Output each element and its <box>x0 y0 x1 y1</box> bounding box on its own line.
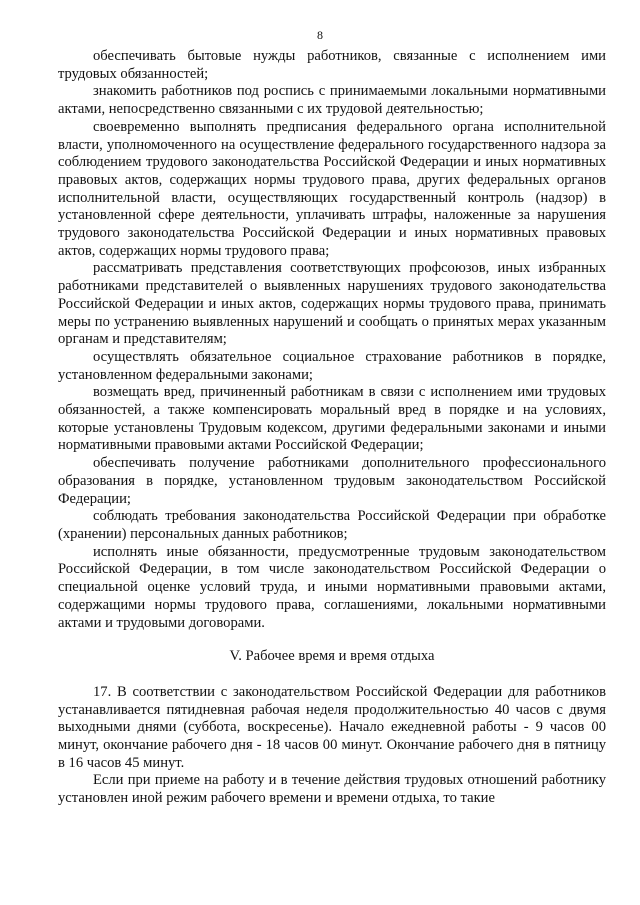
paragraph: осуществлять обязательное социальное страхование работников в порядке, установленном федеральными законами; <box>58 348 606 383</box>
paragraph: соблюдать требования законодательства Российской Федерации при обработке (хранении) персональных данных работников; <box>58 508 606 542</box>
paragraph: знакомить работников под роспись с принимаемыми локальными нормативными актами, непосредственно связанными с их трудовой деятельностью; <box>58 83 606 118</box>
paragraph: рассматривать представления соответствующих профсоюзов, иных избранных работниками представителей о выявленных нарушениях трудового законодательства Российской Федерации и иных актов, содержащих нормы трудового права, принимать меры по устранению выявленных нарушений и сообщать о принятых мерах указанным органам и представителям; <box>58 260 606 348</box>
section-heading: V. Рабочее время и время отдыха <box>229 648 435 665</box>
paragraph: обеспечивать бытовые нужды работников, связанные с исполнением ими трудовых обязанностей; <box>58 48 606 82</box>
page-number: 8 <box>317 28 323 42</box>
paragraph: 17. В соответствии с законодательством Российской Федерации для работников устанавливается пятидневная рабочая неделя продолжительностью 40 часов с двумя выходными днями (суббота, воскресенье). Начало ежедневной работы - 9 часов 00 минут, окончание рабочего дня - 18 часов 00 минут. Окончание рабочего дня в пятницу в 16 часов 45 минут. <box>58 683 606 771</box>
paragraph: исполнять иные обязанности, предусмотренные трудовым законодательством Российской Федерации, в том числе законодательством Российской Федерации о специальной оценке условий труда, и иными нормативными правовыми актами, содержащими нормы трудового права, соглашениями, локальными нормативными актами и трудовыми договорами. <box>58 543 606 631</box>
paragraph: возмещать вред, причиненный работникам в связи с исполнением ими трудовых обязанностей, а также компенсировать моральный вред в порядке и на условиях, которые установлены Трудовым кодексом, другими федеральными законами и иными нормативными правовыми актами Российской Федерации; <box>58 384 606 454</box>
document-body <box>58 48 606 808</box>
paragraph: своевременно выполнять предписания федерального органа исполнительной власти, уполномоченного на осуществление федерального государственного надзора за соблюдением трудового законодательства Российской Федерации и иных нормативных правовых актов, содержащих нормы трудового права, других федеральных органов исполнительной власти, осуществляющих государственный контроль (надзор) в установленной сфере деятельности, уплачивать штрафы, наложенные за нарушения трудового законодательства Российской Федерации и иных нормативных правовых актов, содержащих нормы трудового права; <box>58 118 606 259</box>
paragraph: Если при приеме на работу и в течение действия трудовых отношений работнику установлен иной режим рабочего времени и времени отдыха, то такие <box>58 772 606 807</box>
paragraph: обеспечивать получение работниками дополнительного профессионального образования в порядке, установленном трудовым законодательством Российской Федерации; <box>58 455 606 507</box>
